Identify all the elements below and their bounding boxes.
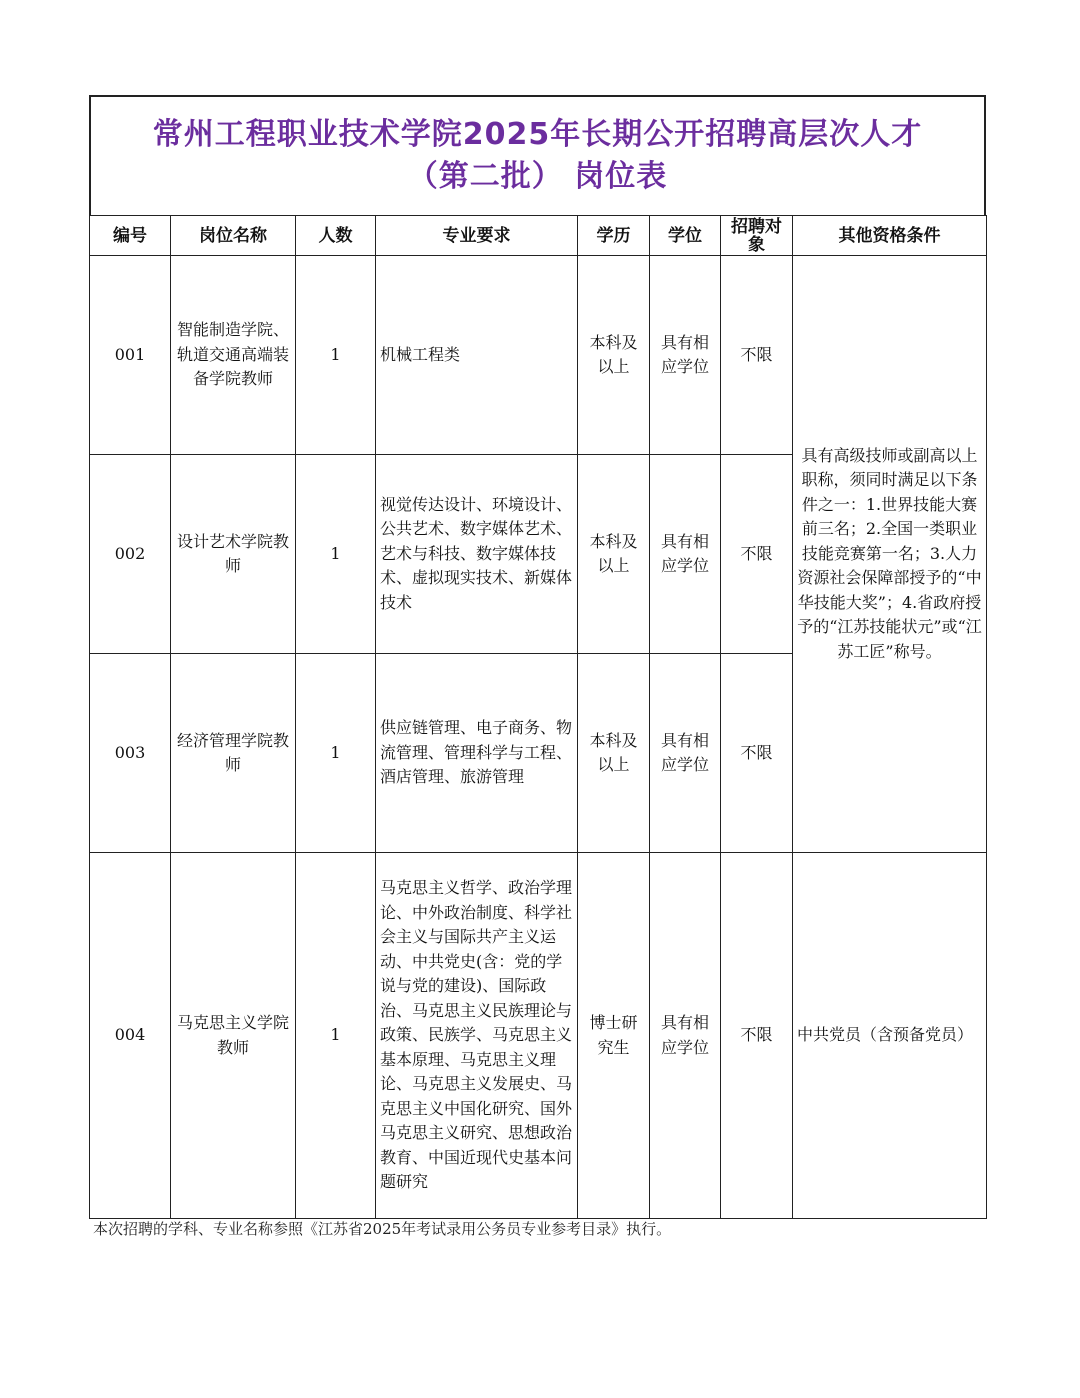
cell-target: 不限: [721, 853, 793, 1219]
cell-id: 003: [90, 654, 171, 853]
cell-position: 经济管理学院教师: [171, 654, 296, 853]
cell-education: 博士研究生: [578, 853, 650, 1219]
table-row: [90, 256, 987, 455]
cell-count: 1: [296, 654, 376, 853]
cell-id: 002: [90, 455, 171, 654]
cell-education: 本科及以上: [578, 256, 650, 455]
cell-degree: 具有相应学位: [650, 853, 721, 1219]
header-target: 招聘对象: [721, 216, 793, 256]
header-other: 其他资格条件: [793, 216, 987, 256]
cell-degree: 具有相应学位: [650, 256, 721, 455]
cell-target: 不限: [721, 256, 793, 455]
cell-major: 视觉传达设计、环境设计、公共艺术、数字媒体艺术、艺术与科技、数字媒体技术、虚拟现实技术、新媒体技术: [376, 455, 578, 654]
header-major: 专业要求: [376, 216, 578, 256]
table-row: [90, 853, 987, 1219]
cell-major: 马克思主义哲学、政治学理论、中外政治制度、科学社会主义与国际共产主义运动、中共党史(含：党的学说与党的建设)、国际政治、马克思主义民族理论与政策、民族学、马克思主义基本原理、马克思主义理论、马克思主义发展史、马克思主义中国化研究、国外马克思主义研究、思想政治教育、中国近现代史基本问题研究: [376, 853, 578, 1219]
cell-id: 001: [90, 256, 171, 455]
cell-major: 供应链管理、电子商务、物流管理、管理科学与工程、酒店管理、旅游管理: [376, 654, 578, 853]
cell-education: 本科及以上: [578, 654, 650, 853]
header-count: 人数: [296, 216, 376, 256]
cell-education: 本科及以上: [578, 455, 650, 654]
cell-target: 不限: [721, 455, 793, 654]
cell-other-merged: 具有高级技师或副高以上职称，须同时满足以下条件之一：1.世界技能大赛前三名；2.全国一类职业技能竞赛第一名；3.人力资源社会保障部授予的“中华技能大奖”；4.省政府授予的“江苏技能状元”或“江苏工匠”称号。: [793, 256, 987, 853]
cell-id: 004: [90, 853, 171, 1219]
document-title-line-1: 常州工程职业技术学院2025年长期公开招聘高层次人才: [152, 117, 923, 152]
cell-degree: 具有相应学位: [650, 455, 721, 654]
header-degree: 学位: [650, 216, 721, 256]
positions-table: [89, 215, 987, 1219]
cell-target: 不限: [721, 654, 793, 853]
cell-position: 智能制造学院、轨道交通高端装备学院教师: [171, 256, 296, 455]
header-id: 编号: [90, 216, 171, 256]
cell-degree: 具有相应学位: [650, 654, 721, 853]
cell-major: 机械工程类: [376, 256, 578, 455]
cell-count: 1: [296, 853, 376, 1219]
title-box: [89, 95, 986, 215]
cell-other: 中共党员（含预备党员）: [793, 853, 987, 1219]
cell-count: 1: [296, 256, 376, 455]
footnote: 本次招聘的学科、专业名称参照《江苏省2025年考试录用公务员专业参考目录》执行。: [93, 1220, 672, 1238]
cell-position: 设计艺术学院教师: [171, 455, 296, 654]
document-title-line-2: （第二批） 岗位表: [407, 159, 668, 194]
cell-position: 马克思主义学院教师: [171, 853, 296, 1219]
cell-count: 1: [296, 455, 376, 654]
table-header-row: [90, 216, 987, 256]
header-position: 岗位名称: [171, 216, 296, 256]
header-education: 学历: [578, 216, 650, 256]
recruitment-sheet: [89, 95, 986, 1219]
